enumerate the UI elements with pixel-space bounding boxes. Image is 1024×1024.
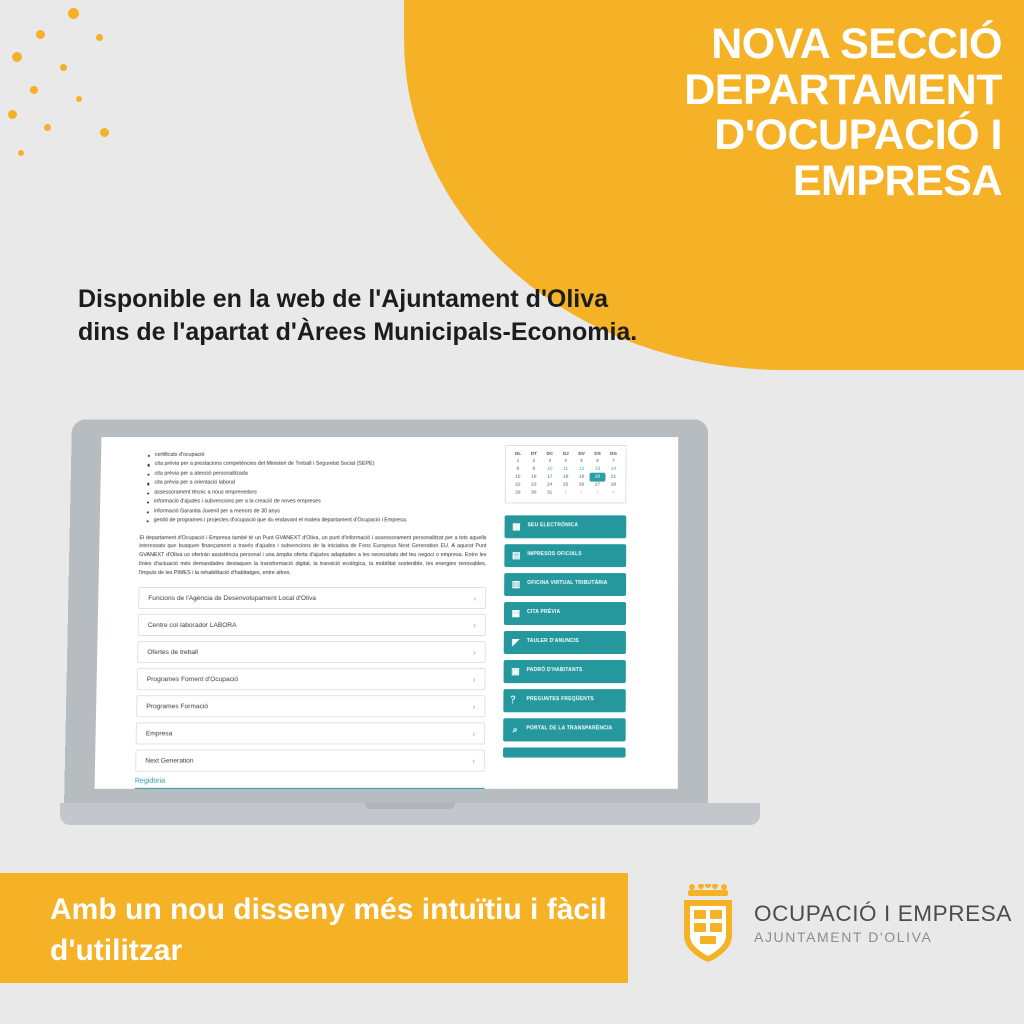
page-title — [442, 22, 1002, 204]
accordion-item[interactable] — [138, 587, 486, 609]
chevron-right-icon: › — [472, 729, 476, 739]
calendar-week-row — [510, 457, 621, 465]
calendar-day[interactable]: 4 — [564, 458, 568, 464]
calendar-day-outside[interactable]: 4 — [612, 490, 615, 496]
quick-link-padro-habitants[interactable] — [504, 660, 626, 683]
calendar-day[interactable]: 31 — [546, 490, 553, 496]
accordion-item-label: Ofertes de treball — [147, 648, 198, 656]
decorative-dots — [0, 0, 230, 200]
partial-button-icon — [509, 747, 521, 757]
logo-subtitle: AJUNTAMENT D'OLIVA — [754, 929, 933, 945]
subtitle-text: Disponible en la web de l'Ajuntament d'Oliva dins de l'apartat d'Àrees Municipals-Economia. — [78, 285, 638, 347]
logo-title: OCUPACIÓ I EMPRESA — [754, 901, 1012, 926]
list-item: certificats d'ocupació — [155, 451, 487, 460]
quick-link-label: PADRÓ D'HABITANTS — [526, 667, 583, 674]
laptop-lid — [64, 419, 708, 809]
accordion-item-label: Next Generation — [145, 757, 194, 765]
accordion-item-label: Funcions de l'Agència de Desenvolupament Local d'Oliva — [148, 594, 317, 602]
calendar-day-outside[interactable]: 2 — [580, 490, 583, 496]
quick-link-portal-transparencia[interactable] — [503, 718, 626, 741]
calendar-weekday: DG — [610, 450, 617, 456]
quick-link-label: PORTAL DE LA TRANSPARÈNCIA — [526, 725, 613, 732]
calendar-day[interactable]: 24 — [547, 482, 553, 488]
calendar-day[interactable]: 30 — [531, 490, 537, 496]
calendar-day[interactable]: 3 — [548, 458, 552, 464]
calendar-day[interactable]: 18 — [562, 474, 569, 480]
accordion-item-label: Programes Foment d'Ocupació — [146, 675, 239, 683]
accordion-item[interactable] — [137, 641, 486, 663]
quick-link-oficina-virtual-tributaria[interactable] — [504, 573, 626, 596]
chevron-right-icon: › — [472, 756, 475, 766]
quick-link-impresos-oficials[interactable] — [504, 544, 626, 567]
calendar-day[interactable]: 28 — [610, 482, 617, 488]
accordion-item-label: Centre col·laborador LABORA — [147, 621, 237, 629]
calendar-day[interactable]: 6 — [596, 458, 599, 464]
calendar-week-row — [510, 473, 622, 481]
laptop-screen — [95, 437, 679, 789]
laptop-base — [60, 803, 760, 825]
calendar-week-row — [510, 481, 622, 489]
calendar-day[interactable]: 8 — [516, 466, 520, 472]
list-item: cita prèvia per a orientació laboral — [154, 479, 487, 488]
website-main-column — [95, 437, 500, 789]
page-title-line-2: DEPARTAMENT — [684, 65, 1002, 114]
document-icon: ▤ — [511, 550, 521, 561]
calendar-day[interactable]: 16 — [531, 474, 537, 480]
building-icon: ▣ — [511, 665, 521, 677]
chevron-right-icon: › — [473, 620, 476, 630]
calendar-day[interactable]: 5 — [580, 458, 583, 464]
calendar-widget[interactable] — [505, 445, 627, 503]
quick-link-partial[interactable] — [503, 747, 626, 757]
coat-of-arms-icon — [678, 884, 738, 962]
calendar-day[interactable]: 29 — [515, 490, 521, 496]
list-item: informació d'ajudes i subvencions per a la creació de noves empreses — [154, 498, 487, 507]
calendar-day[interactable]: 11 — [563, 466, 569, 472]
accordion-item[interactable] — [135, 750, 485, 772]
calendar-day[interactable]: 19 — [578, 474, 585, 480]
quick-link-label: SEU ELECTRÒNICA — [527, 522, 579, 529]
calendar-day[interactable]: 17 — [547, 474, 553, 480]
calendar-day[interactable]: 27 — [594, 482, 601, 488]
calendar-header-row — [510, 449, 621, 457]
page-title-line-3: D'OCUPACIÓ I — [714, 111, 1002, 160]
quick-links-list — [503, 515, 626, 757]
accordion-item-label: Programes Formació — [146, 703, 209, 711]
accordion-item[interactable] — [137, 668, 486, 690]
calendar-day[interactable]: 25 — [562, 482, 569, 488]
calendar-day[interactable]: 15 — [515, 474, 521, 480]
calendar-day[interactable]: 26 — [578, 482, 585, 488]
calendar-day-outside[interactable]: 3 — [596, 490, 599, 496]
calendar-weekday: DT — [530, 450, 538, 456]
question-people-icon: ？ — [510, 695, 521, 706]
calendar-day[interactable]: 13 — [594, 466, 601, 472]
list-item: informació Garantia Juvenil per a menors de 30 anys — [154, 507, 487, 516]
regidoria-link[interactable]: Regidoria — [135, 778, 485, 789]
website-sidebar — [497, 437, 678, 789]
calendar-weekday: DV — [578, 450, 585, 456]
calendar-week-row — [510, 489, 622, 497]
quick-link-label: CITA PRÈVIA — [526, 609, 561, 616]
logo — [678, 884, 1012, 962]
calendar-weekday: DS — [594, 450, 601, 456]
accordion-item[interactable] — [138, 614, 486, 636]
quick-link-label: IMPRESOS OFICIALS — [527, 551, 582, 558]
chevron-right-icon: › — [472, 647, 476, 657]
calendar-day[interactable]: 2 — [532, 458, 536, 464]
accordion-item[interactable] — [136, 723, 486, 745]
quick-link-cita-previa[interactable] — [504, 602, 626, 625]
service-bullet-list — [154, 451, 488, 526]
calendar-day[interactable]: 23 — [531, 482, 537, 488]
calendar-day[interactable]: 12 — [578, 466, 585, 472]
website-screenshot — [95, 437, 679, 789]
quick-link-label: OFICINA VIRTUAL TRIBUTÀRIA — [527, 580, 608, 587]
calendar-day-outside[interactable]: 1 — [564, 490, 567, 496]
chevron-right-icon: › — [473, 593, 477, 603]
calendar-week-row — [510, 465, 622, 473]
calendar-icon: ▦ — [511, 607, 521, 618]
page-title-line-1: NOVA SECCIÓ — [711, 20, 1002, 68]
calendar-day[interactable]: 9 — [532, 466, 536, 472]
footer-text: Amb un nou disseny més intuïtiu i fàcil d'utilitzar — [50, 893, 607, 967]
calendar-day[interactable]: 1 — [516, 458, 520, 464]
list-item: assessorament tècnic a nous emprenedors — [154, 488, 487, 497]
accordion-list — [135, 587, 486, 772]
calendar-weekday: DJ — [562, 450, 569, 456]
page-title-line-4: EMPRESA — [792, 156, 1002, 205]
calendar-day-selected[interactable]: 20 — [590, 473, 606, 481]
list-item: gestió de programes i projectes d'ocupació que du endavant el mateix departament d'Ocupació i Empresa. — [154, 517, 487, 526]
calendar-day[interactable]: 14 — [610, 466, 617, 472]
calculator-icon: ▥ — [511, 578, 521, 589]
list-item: cita prèvia per a atenció personalitzada — [154, 470, 487, 479]
quick-link-seu-electronica[interactable] — [505, 515, 627, 538]
calendar-day[interactable]: 22 — [515, 482, 521, 488]
calendar-day[interactable]: 21 — [610, 474, 617, 480]
logo-text — [754, 901, 1012, 945]
calendar-table — [510, 449, 622, 497]
accordion-item-label: Empresa — [145, 730, 173, 738]
megaphone-icon: ◤ — [512, 636, 520, 647]
accordion-item[interactable] — [136, 696, 485, 718]
calendar-day[interactable]: 7 — [612, 458, 615, 464]
quick-link-tauler-anuncis[interactable] — [504, 631, 626, 654]
quick-link-label: PREGUNTES FREQÜENTS — [526, 696, 594, 703]
calendar-weekday: DC — [546, 450, 554, 456]
chevron-right-icon: › — [472, 674, 476, 684]
stamp-icon: ▦ — [512, 521, 521, 532]
laptop-mockup — [60, 418, 760, 848]
body-paragraph: El departament d'Ocupació i Empresa també té un Punt GVANEXT d'Oliva, un punt d'informació i assessorament personalitzat per a tots aquells interessats que busquen finançament a través d'ajudes i subvencions de la iniciativa de Fons Europeus Next Generation EU. A aquest Punt GVANEXT d'Oliva us oferirán assistència personal i una àmplia oferta d'ajudes adaptades a les necessitats del teu negoci o empresa. Entre les línies d'actuació més demandades destaquen la transformació digital, la transició ecològica, la mobilitat sostenible, les energies renovables, l'impuls de les PIMES i la rehabilitació d'habitatges, entre altres. — [138, 534, 487, 576]
chevron-right-icon: › — [472, 702, 476, 712]
quick-link-preguntes-frequents[interactable] — [503, 689, 625, 712]
calendar-day[interactable]: 10 — [547, 466, 553, 472]
calendar-weekday: DL — [514, 450, 522, 456]
magnifier-icon: ⌕ — [512, 724, 518, 735]
list-item: cita prèvia per a prestacions competències del Ministeri de Treball i Seguretat Social (SEPE) — [155, 460, 488, 469]
quick-link-label: TAULER D'ANUNCIS — [526, 638, 579, 645]
